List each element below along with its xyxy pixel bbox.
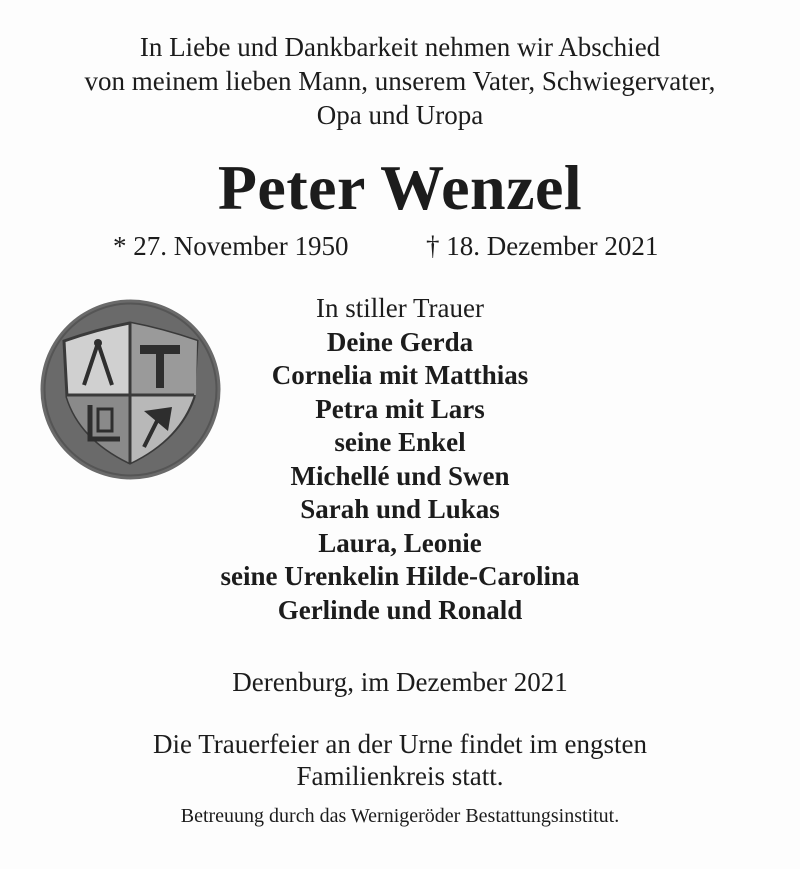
mourner-line: Cornelia mit Matthias (271, 360, 529, 390)
mourner-line: Gerlinde und Ronald (277, 594, 523, 625)
ceremony-line: Die Trauerfeier an der Urne findet im engsten (152, 729, 648, 759)
intro-line: In Liebe und Dankbarkeit nehmen wir Abschied (139, 32, 661, 62)
mourner-line: Petra mit Lars (315, 393, 485, 424)
mourner-line: Laura, Leonie (318, 527, 482, 558)
birth-date: * 27. November 1950 (113, 231, 349, 261)
intro-line: von meinem lieben Mann, unserem Vater, Schwiegervater, (84, 66, 716, 96)
mourner-line: seine Enkel (334, 427, 466, 457)
mourners-block (0, 292, 800, 627)
funeral-service-note: Betreuung durch das Wernigeröder Bestattungsinstitut. (180, 805, 620, 827)
ceremony-note (0, 728, 800, 792)
mourner-line: seine Urenkelin Hilde-Carolina (220, 561, 580, 591)
mourner-line: Sarah und Lukas (300, 494, 500, 524)
intro-text (0, 30, 800, 132)
place-date: Derenburg, im Dezember 2021 (232, 667, 568, 697)
mourner-line: Michellé und Swen (290, 460, 510, 491)
mourning-heading: In stiller Trauer (316, 293, 484, 323)
deceased-name: Peter Wenzel (217, 152, 583, 223)
intro-line: Opa und Uropa (316, 100, 484, 130)
ceremony-line: Familienkreis statt. (296, 761, 504, 791)
mourner-line: Deine Gerda (326, 326, 474, 357)
life-dates (0, 228, 800, 264)
death-date: † 18. Dezember 2021 (426, 231, 659, 261)
